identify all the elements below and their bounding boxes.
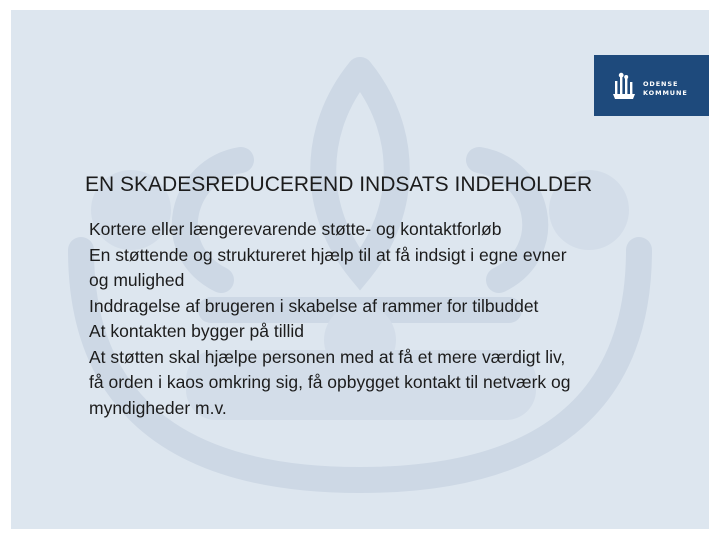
bullet-item: En støttende og struktureret hjælp til at få indsigt i egne evner og mulighed <box>89 244 567 290</box>
bullet-item: Inddragelse af brugeren i skabelse af rammer for tilbuddet <box>89 295 539 316</box>
bullet-list <box>89 217 579 421</box>
bullet-item: Kortere eller længerevarende støtte- og kontaktforløb <box>89 219 502 239</box>
odense-kommune-logo <box>594 55 709 116</box>
city-emblem-icon <box>612 72 636 100</box>
logo-line-1: ODENSE <box>643 80 679 88</box>
bullet-item: At støtten skal hjælpe personen med at få et mere værdigt liv, få orden i kaos omkring sig, få opbygget kontakt til netværk og myndigheder m.v. <box>89 346 571 418</box>
bullet-item: At kontakten bygger på tillid <box>89 321 304 341</box>
slide-title: EN SKADESREDUCEREND INDSATS INDEHOLDER <box>85 173 593 196</box>
logo-line-2: KOMMUNE <box>643 89 688 97</box>
